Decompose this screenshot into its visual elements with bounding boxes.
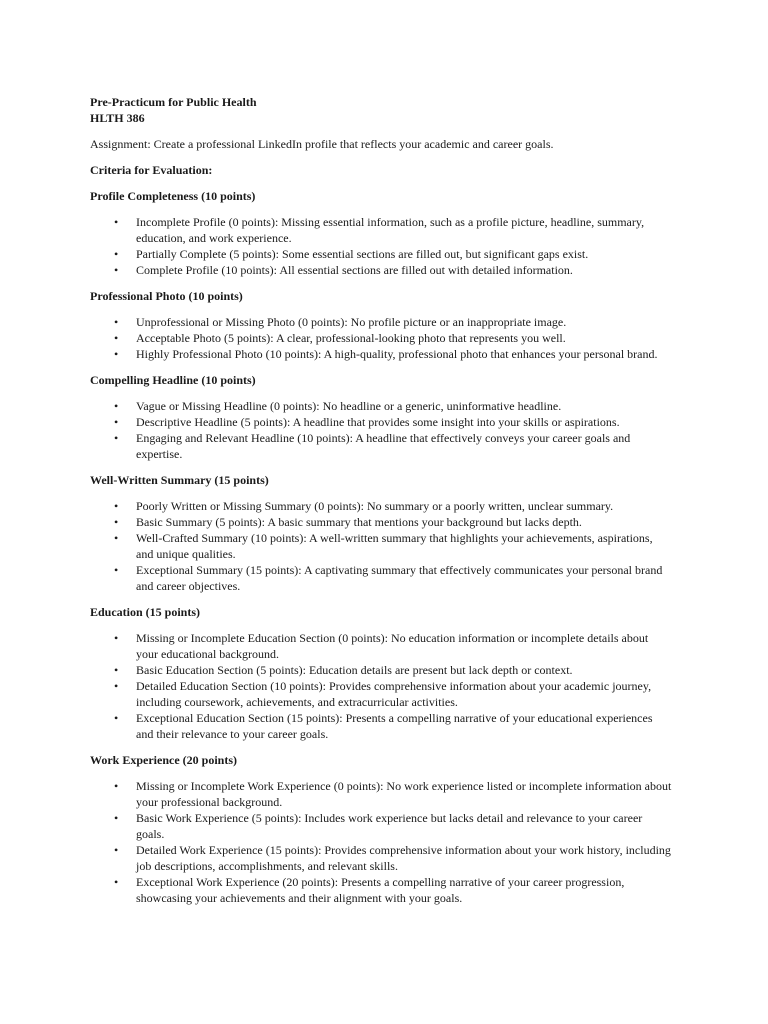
section-heading: Profile Completeness (10 points) — [90, 189, 256, 203]
criteria-list — [90, 398, 672, 462]
list-item: • Exceptional Education Section (15 points): Presents a compelling narrative of your educational experiences and their relevance to your career goals. — [136, 710, 672, 742]
section-heading: Compelling Headline (10 points) — [90, 373, 256, 387]
list-item: • Exceptional Summary (15 points): A captivating summary that effectively communicates your personal brand and career objectives. — [136, 562, 672, 594]
criteria-list — [90, 314, 672, 362]
criteria-list — [90, 498, 672, 594]
section-heading: Work Experience (20 points) — [90, 753, 237, 767]
section-compelling-headline — [90, 372, 672, 462]
list-item: • Acceptable Photo (5 points): A clear, professional-looking photo that represents you well. — [136, 330, 672, 346]
list-item: • Detailed Work Experience (15 points): Provides comprehensive information about your work history, including job descriptions, accomplishments, and relevant skills. — [136, 842, 672, 874]
list-item: • Complete Profile (10 points): All essential sections are filled out with detailed information. — [136, 262, 672, 278]
list-item: • Detailed Education Section (10 points): Provides comprehensive information about your academic journey, including coursework, achievements, and extracurricular activities. — [136, 678, 672, 710]
list-item: • Missing or Incomplete Work Experience (0 points): No work experience listed or incomplete information about your professional background. — [136, 778, 672, 810]
list-item: • Incomplete Profile (0 points): Missing essential information, such as a profile picture, headline, summary, education, and work experience. — [136, 214, 672, 246]
list-item: • Basic Summary (5 points): A basic summary that mentions your background but lacks depth. — [136, 514, 672, 530]
assignment-text: Assignment: Create a professional LinkedIn profile that reflects your academic and career goals. — [90, 137, 554, 151]
list-item: • Basic Education Section (5 points): Education details are present but lack depth or context. — [136, 662, 672, 678]
list-item: • Highly Professional Photo (10 points): A high-quality, professional photo that enhances your personal brand. — [136, 346, 672, 362]
list-item: • Unprofessional or Missing Photo (0 points): No profile picture or an inappropriate image. — [136, 314, 672, 330]
list-item: • Well-Crafted Summary (10 points): A well-written summary that highlights your achievements, aspirations, and unique qualities. — [136, 530, 672, 562]
section-professional-photo — [90, 288, 672, 362]
course-code: HLTH 386 — [90, 111, 145, 125]
criteria-heading: Criteria for Evaluation: — [90, 163, 213, 177]
list-item: • Missing or Incomplete Education Section (0 points): No education information or incomplete details about your educational background. — [136, 630, 672, 662]
section-well-written-summary — [90, 472, 672, 594]
section-heading: Education (15 points) — [90, 605, 201, 619]
section-profile-completeness — [90, 188, 672, 278]
list-item: • Vague or Missing Headline (0 points): No headline or a generic, uninformative headline. — [136, 398, 672, 414]
list-item: • Descriptive Headline (5 points): A headline that provides some insight into your skills or aspirations. — [136, 414, 672, 430]
rubric-sections — [90, 188, 672, 906]
criteria-list — [90, 214, 672, 278]
criteria-list — [90, 630, 672, 742]
section-heading: Professional Photo (10 points) — [90, 289, 243, 303]
criteria-list — [90, 778, 672, 906]
list-item: • Engaging and Relevant Headline (10 points): A headline that effectively conveys your career goals and expertise. — [136, 430, 672, 462]
section-heading: Well-Written Summary (15 points) — [90, 473, 269, 487]
list-item: • Poorly Written or Missing Summary (0 points): No summary or a poorly written, unclear summary. — [136, 498, 672, 514]
list-item: • Exceptional Work Experience (20 points): Presents a compelling narrative of your career progression, showcasing your achievements and their alignment with your goals. — [136, 874, 672, 906]
list-item: • Partially Complete (5 points): Some essential sections are filled out, but significant gaps exist. — [136, 246, 672, 262]
section-education — [90, 604, 672, 742]
course-title: Pre-Practicum for Public Health — [90, 95, 257, 109]
section-work-experience — [90, 752, 672, 906]
list-item: • Basic Work Experience (5 points): Includes work experience but lacks detail and relevance to your career goals. — [136, 810, 672, 842]
